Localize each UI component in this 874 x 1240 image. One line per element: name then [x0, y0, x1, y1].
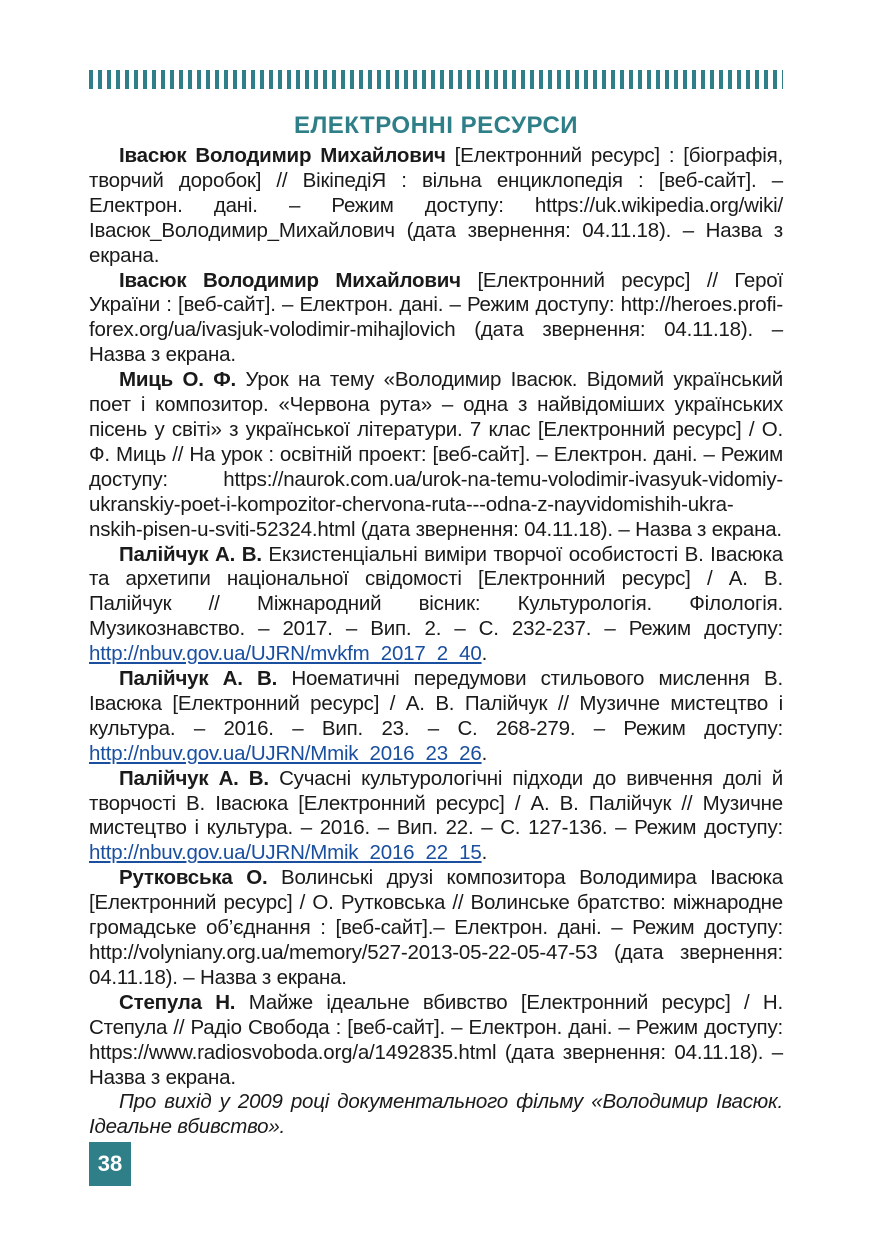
reference-author: Рутковська О.: [119, 866, 268, 890]
page-number: 38: [89, 1142, 131, 1186]
reference-author: Івасюк Володимир Михайлович: [119, 268, 461, 292]
reference-text: [Електронний ресурс] : [біографія, творчий доробок] // ВікіпедіЯ : вільна енциклопедія : [веб-сайт]. – Електрон. дані. – Режим доступу: https://uk.wikipedia.org/wiki/Івасюк_Володимир_Михайлович (дата звернення: 04.11.18). – Назва з екрана.: [89, 144, 783, 267]
reference-text: Екзистенціальні виміри творчої особистості В. Івасюка та архетипи національної свідомості [Електронний ресурс] / А. В. Палійчук // Міжнародний вісник: Культурологія. Філологія. Музикознавство. – 2017. – Вип. 2. – С. 232-237. – Режим доступу:: [89, 542, 783, 641]
reference-author: Степула Н.: [119, 990, 236, 1014]
reference-entry: [89, 866, 783, 991]
reference-text: Ноематичні передумови стильового мислення В. Івасюка [Електронний ресурс] / А. В. Палійчук // Музичне мистецтво і культура. – 2016. – Вип. 23. – С. 268-279. – Режим доступу:: [89, 667, 783, 740]
reference-author: Палійчук А. В.: [119, 766, 269, 790]
reference-text: Сучасні культурологічні підходи до вивчення долі й творчості В. Івасюка [Електронний ресурс] / А. В. Палійчук // Музичне мистецтво і культура. – 2016. – Вип. 22. – С. 127-136. – Режим доступу:: [89, 766, 783, 840]
reference-entry: [89, 144, 783, 269]
reference-author: Палійчук А. В.: [119, 542, 262, 566]
reference-text: Волинські друзі композитора Володимира Івасюка [Електронний ресурс] / О. Рутковська // Волинське братство: міжнародне громадське об’єднання : [веб-сайт].– Електрон. дані. – Режим доступу: http://volyniany.org.ua/memory/527-2013-05-22-05-47-53 (дата звернення: 04.11.18). – Назва з екрана.: [89, 866, 783, 989]
film-note: Про вихід у 2009 році документального фільму «Володимир Івасюк. Ідеальне вбивство».: [89, 1090, 783, 1139]
reference-author: Миць О. Ф.: [119, 368, 237, 392]
reference-link[interactable]: http://nbuv.gov.ua/UJRN/mvkfm_2017_2_40: [89, 642, 482, 666]
reference-entry: [89, 767, 783, 867]
reference-link[interactable]: http://nbuv.gov.ua/UJRN/Mmik_2016_23_26: [89, 741, 482, 765]
reference-author: Палійчук А. В.: [119, 667, 278, 691]
references-list: [89, 144, 783, 1140]
reference-text: Майже ідеальне вбивство [Електронний ресурс] / Н. Степула // Радіо Свобода : [веб-сайт]. – Електрон. дані. – Режим доступу: https://www.radiosvoboda.org/a/1492835.html (дата звернення: 04.11.18). – Назва з екрана.: [89, 990, 783, 1089]
reference-entry: [89, 368, 783, 542]
reference-tail: .: [481, 642, 488, 666]
reference-author: Івасюк Володимир Михайлович: [119, 144, 446, 167]
reference-tail: .: [481, 741, 488, 765]
reference-entry: [89, 667, 783, 767]
reference-link[interactable]: http://nbuv.gov.ua/UJRN/Mmik_2016_22_15: [89, 841, 482, 865]
reference-tail: .: [481, 841, 488, 865]
reference-text: Урок на тему «Володимир Івасюк. Відомий український поет і композитор. «Червона рута» – одна з найвідоміших українських пісень у світі» з української літератури. 7 клас [Електронний ресурс] / О. Ф. Миць // На урок : освітній проект: [веб-сайт]. – Електрон. дані. – Режим доступу: https://naurok.com.ua/urok-na-temu-volodimir-ivasyuk-vidomiy-ukranskiy-poet-i-kompozitor-chervona-ruta---odna-z-nayvidomishih-ukra-nskih-pisen-u-sviti-52324.html (дата звернення: 04.11.18). – Назва з екрана.: [89, 368, 784, 541]
reference-entry: [89, 543, 783, 668]
reference-entry: [89, 991, 783, 1091]
reference-text: [Електронний ресурс] // Герої України : [веб-сайт]. – Електрон. дані. – Режим доступу: http://heroes.profi-forex.org/ua/ivasjuk-volodimir-mihajlovich (дата звернення: 04.11.18). – Назва з екрана.: [89, 268, 783, 367]
decorative-stripe-rule: [89, 70, 783, 89]
section-heading: ЕЛЕКТРОННІ РЕСУРСИ: [293, 112, 579, 139]
reference-entry: [89, 269, 783, 369]
